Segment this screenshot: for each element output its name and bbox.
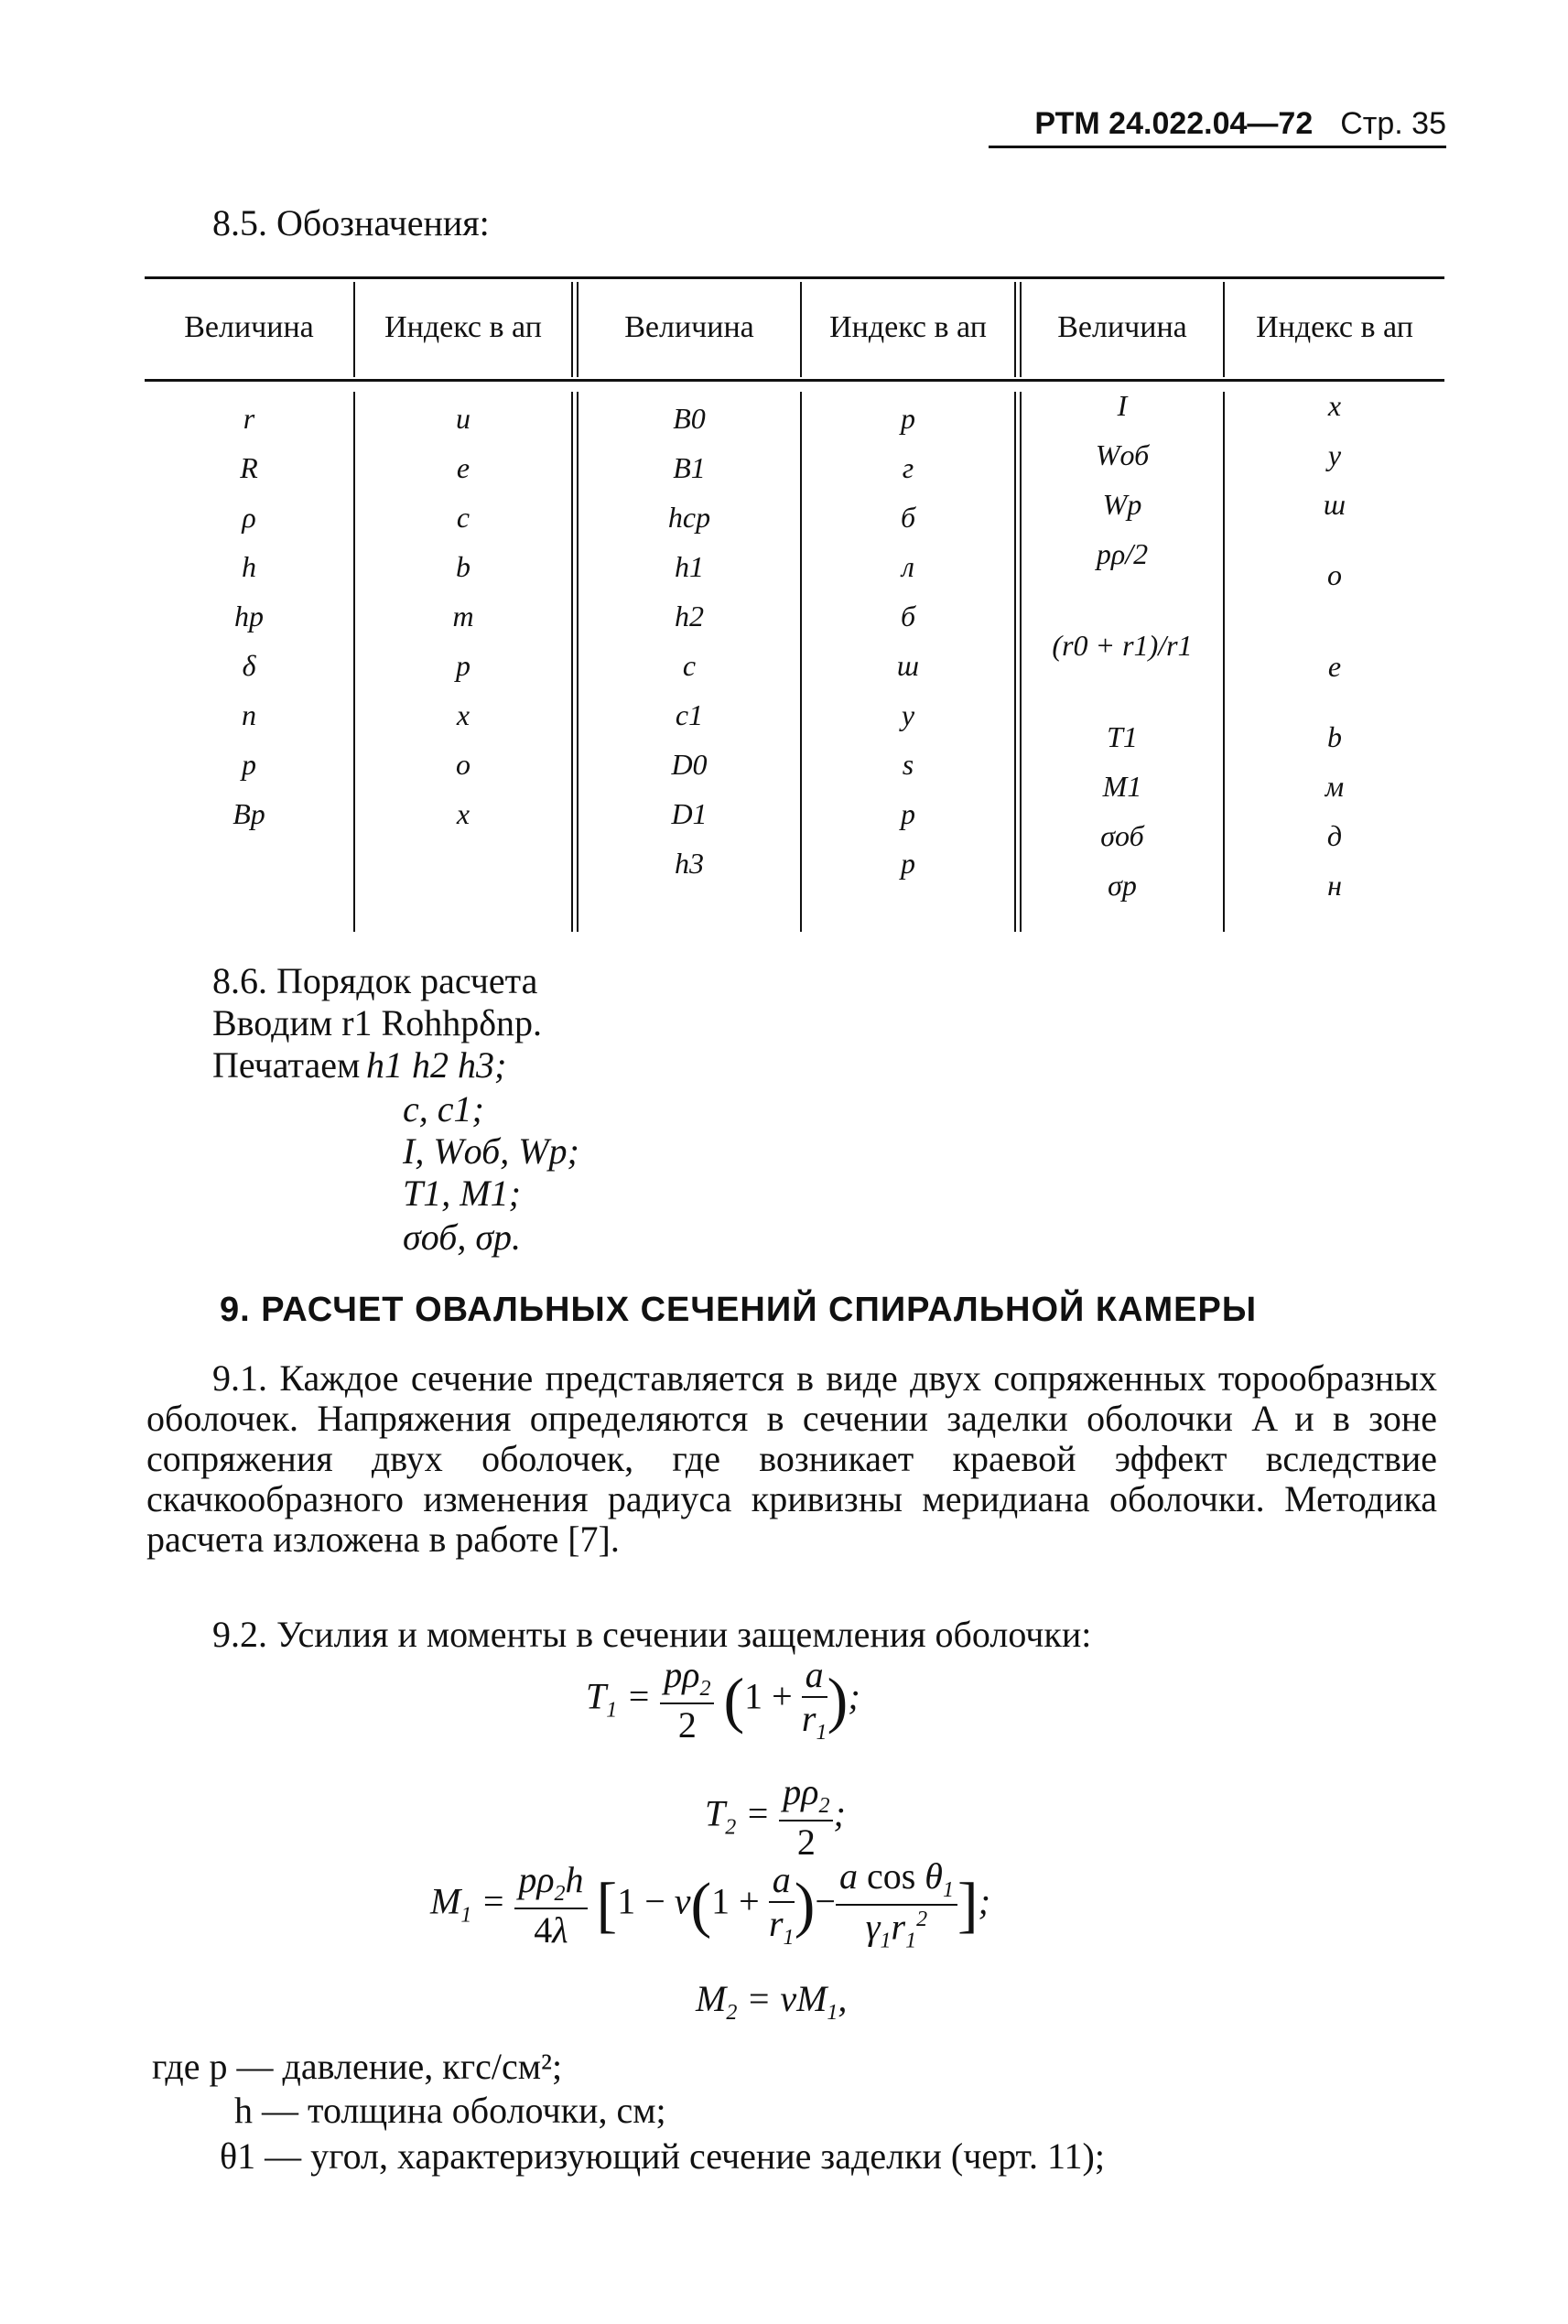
table-cell: o [1327, 558, 1342, 591]
table-cell: D0 [671, 748, 708, 781]
table-cell: u [456, 402, 470, 435]
table-cell: h1 [675, 550, 704, 583]
table-cell: (r0 + r1)/r1 [1052, 629, 1193, 662]
table-cell: x [456, 797, 470, 830]
paragraph-9-2: 9.2. Усилия и моменты в сечении защемления оболочки: [212, 1614, 1092, 1655]
table-cell: p [456, 649, 470, 682]
print-label: Печатаем [212, 1044, 361, 1086]
table-cell: г [902, 451, 914, 484]
table-cell: hср [667, 501, 711, 534]
document-code: РТМ 24.022.04—72 [1034, 106, 1314, 141]
input-line: Вводим r1 Rohhрδnp. [212, 1002, 543, 1043]
table-cell: c [456, 501, 470, 534]
where-line-pressure: где p — давление, кгс/см²; [152, 2046, 563, 2087]
paragraph-9-1: 9.1. Каждое сечение представляется в виде двух сопряженных торообразных оболочек. Напряжения определяются в сечении заделки оболочки A и в зоне сопряжения двух оболочек, где возникает краевой эффект вследствие скачкообразного изменения радиуса кривизны меридиана оболочки. Методика расчета изложена в работе [7]. [146, 1357, 1437, 1560]
table-cell: Bр [232, 797, 265, 830]
table-cell: б [900, 501, 916, 534]
table-cell: h [242, 550, 256, 583]
formula-t1: $T_1$ = $\frac{p\rho_2}{2}$ (1 + $\frac{a}{r_1}$ ); [586, 1654, 860, 1746]
table-cell: σоб [1100, 819, 1144, 852]
section-8-6-title: 8.6. Порядок расчета [212, 960, 538, 1001]
page-number: Стр. 35 [1340, 106, 1446, 141]
table-cell: B0 [673, 402, 706, 435]
where-line-thickness: h — толщина оболочки, см; [234, 2090, 666, 2131]
header-quantity-1: Величина [184, 310, 314, 344]
table-cell: д [1326, 819, 1343, 852]
table-cell: M1 [1102, 770, 1142, 803]
formula-t2: $T_2$ = $\frac{p\rho_2}{2}$ ; [705, 1771, 846, 1863]
notation-table [145, 276, 1444, 932]
table-cell: c [682, 649, 697, 682]
header-quantity-3: Величина [1057, 310, 1187, 344]
formula-m2: $M_2 = \nu M_1$, [696, 1978, 848, 2025]
table-cell: σр [1108, 869, 1137, 902]
column-quantity-1 [145, 394, 353, 838]
column-quantity-2 [579, 394, 800, 888]
table-cell: R [240, 451, 258, 484]
table-cell: T1 [1107, 720, 1138, 753]
table-cell: e [456, 451, 470, 484]
table-cell: p [242, 748, 256, 781]
table-cell: ρ [242, 501, 256, 534]
table-cell: pρ/2 [1096, 537, 1149, 570]
table-cell: b [456, 550, 470, 583]
table-cell: b [1327, 720, 1342, 753]
column-index-2 [802, 394, 1014, 888]
print-line: I, Wоб, Wр; [403, 1130, 579, 1172]
column-index-1 [355, 394, 571, 838]
header-index-1: Индекс в ап [384, 310, 542, 344]
table-cell: б [900, 600, 916, 632]
table-cell: Wр [1102, 488, 1142, 521]
table-cell: x [456, 698, 470, 731]
table-cell: n [242, 698, 256, 731]
table-cell: c1 [675, 698, 704, 731]
table-cell: I [1117, 389, 1128, 422]
table-cell: h2 [675, 600, 704, 632]
table-cell: hр [234, 600, 264, 632]
table-cell: δ [242, 649, 256, 682]
table-cell: ш [896, 649, 920, 682]
table-cell: D1 [671, 797, 708, 830]
header-index-3: Индекс в ап [1256, 310, 1413, 344]
page-header [989, 106, 1446, 148]
table-cell: ш [1323, 488, 1346, 521]
section-8-5-title: 8.5. Обозначения: [212, 202, 490, 243]
table-cell: s [902, 748, 914, 781]
table-cell: Wоб [1095, 438, 1150, 471]
table-cell: r [243, 402, 255, 435]
table-cell: m [452, 600, 474, 632]
print-line: T1, M1; [403, 1173, 521, 1214]
print-line: c, c1; [403, 1088, 484, 1130]
table-cell: h3 [675, 847, 704, 880]
table-cell: р [901, 847, 915, 880]
table-cell: o [456, 748, 470, 781]
column-quantity-3 [1022, 381, 1223, 910]
print-line: h1 h2 h3; [366, 1044, 507, 1086]
formula-m1: $M_1$ = $\frac{p\rho_2h}{4\lambda}$ [1 − ν(1 + $\frac{a}{r_1}$ )− $\frac{a \cos \theta_1}{\gamma_1r_1^2}$ ]; [430, 1855, 990, 1953]
section-9-title: 9. РАСЧЕТ ОВАЛЬНЫХ СЕЧЕНИЙ СПИРАЛЬНОЙ КАМЕРЫ [220, 1291, 1258, 1329]
where-line-angle: θ1 — угол, характеризующий сечение заделки (черт. 11); [220, 2135, 1105, 2177]
table-cell: м [1325, 770, 1345, 803]
header-index-2: Индекс в ап [829, 310, 987, 344]
table-cell: р [901, 402, 915, 435]
table-cell: x [1327, 389, 1342, 422]
table-cell: B1 [673, 451, 706, 484]
header-quantity-2: Величина [624, 310, 754, 344]
table-cell: у [901, 698, 915, 731]
print-line: σоб, σр. [403, 1216, 522, 1258]
table-cell: e [1327, 650, 1342, 683]
table-cell: н [1327, 869, 1342, 902]
table-cell: y [1327, 438, 1342, 471]
column-index-3 [1225, 381, 1444, 910]
table-cell: л [902, 550, 914, 583]
table-cell: р [901, 797, 915, 830]
